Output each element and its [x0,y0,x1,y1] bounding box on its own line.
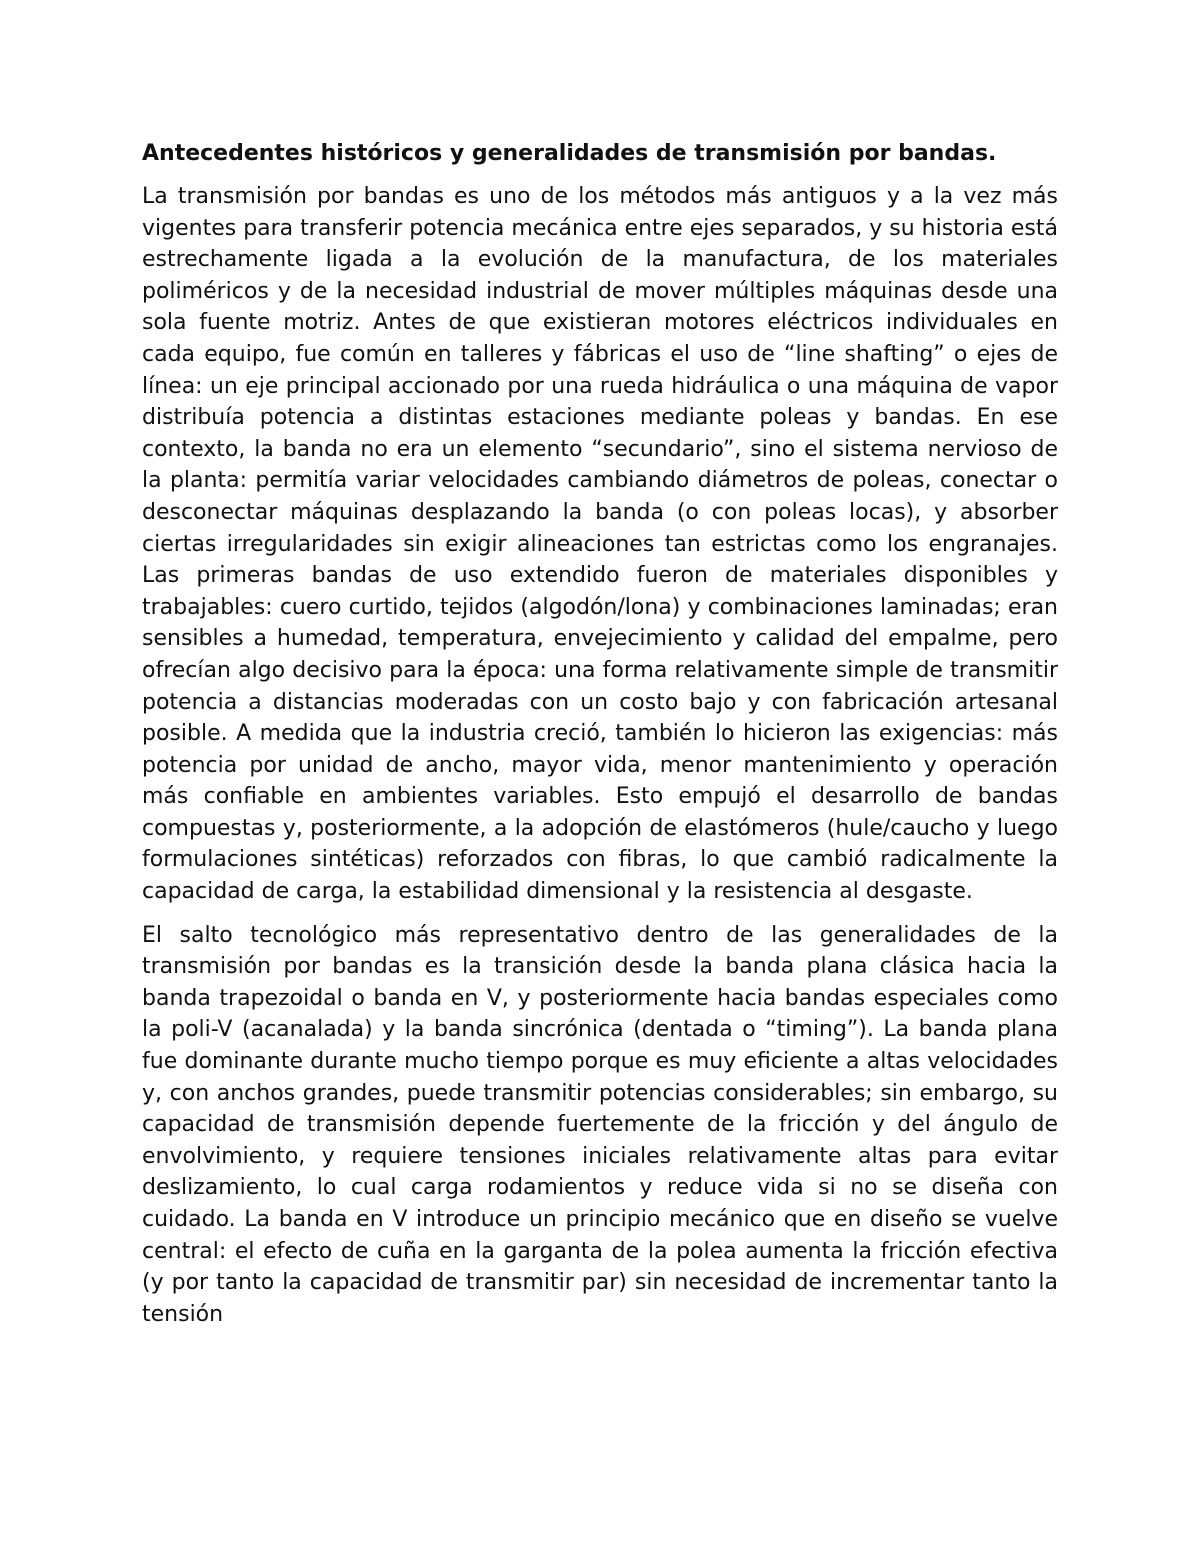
document-body [142,138,1058,1342]
document-title: Antecedentes históricos y generalidades de transmisión por bandas. [142,141,997,166]
paragraph-2: El salto tecnológico más representativo dentro de las generalidades de la transmisión por bandas es la transición desde la banda plana clásica hacia la banda trapezoidal o banda en V, y posteriormente hacia bandas especiales como la poli-V (acanalada) y la banda sincrónica (dentada o “timing”). La banda plana fue dominante durante mucho tiempo porque es muy eficiente a altas velocidades y, con anchos grandes, puede transmitir potencias considerables; sin embargo, su capacidad de transmisión depende fuertemente de la fricción y del ángulo de envolvimiento, y requiere tensiones iniciales relativamente altas para evitar deslizamiento, lo cual carga rodamientos y reduce vida si no se diseña con cuidado. La banda en V introduce un principio mecánico que en diseño se vuelve central: el efecto de cuña en la garganta de la polea aumenta la fricción efectiva (y por tanto la capacidad de transmitir par) sin necesidad de incrementar tanto la tensión [142,922,1058,1327]
paragraph-1: La transmisión por bandas es uno de los métodos más antiguos y a la vez más vigentes para transferir potencia mecánica entre ejes separados, y su historia está estrechamente ligada a la evolución de la manufactura, de los materiales poliméricos y de la necesidad industrial de mover múltiples máquinas desde una sola fuente motriz. Antes de que existieran motores eléctricos individuales en cada equipo, fue común en talleres y fábricas el uso de “line shafting” o ejes de línea: un eje principal accionado por una rueda hidráulica o una máquina de vapor distribuía potencia a distintas estaciones mediante poleas y bandas. En ese contexto, la banda no era un elemento “secundario”, sino el sistema nervioso de la planta: permitía variar velocidades cambiando diámetros de poleas, conectar o desconectar máquinas desplazando la banda (o con poleas locas), y absorber ciertas irregularidades sin exigir alineaciones tan estrictas como los engranajes. Las primeras bandas de uso extendido fueron de materiales disponibles y trabajables: cuero curtido, tejidos (algodón/lona) y combinaciones laminadas; eran sensibles a humedad, temperatura, envejecimiento y calidad del empalme, pero ofrecían algo decisivo para la época: una forma relativamente simple de transmitir potencia a distancias moderadas con un costo bajo y con fabricación artesanal posible. A medida que la industria creció, también lo hicieron las exigencias: más potencia por unidad de ancho, mayor vida, menor mantenimiento y operación más confiable en ambientes variables. Esto empujó el desarrollo de bandas compuestas y, posteriormente, a la adopción de elastómeros (hule/caucho y luego formulaciones sintéticas) reforzados con fibras, lo que cambió radicalmente la capacidad de carga, la estabilidad dimensional y la resistencia al desgaste. [142,184,1058,905]
